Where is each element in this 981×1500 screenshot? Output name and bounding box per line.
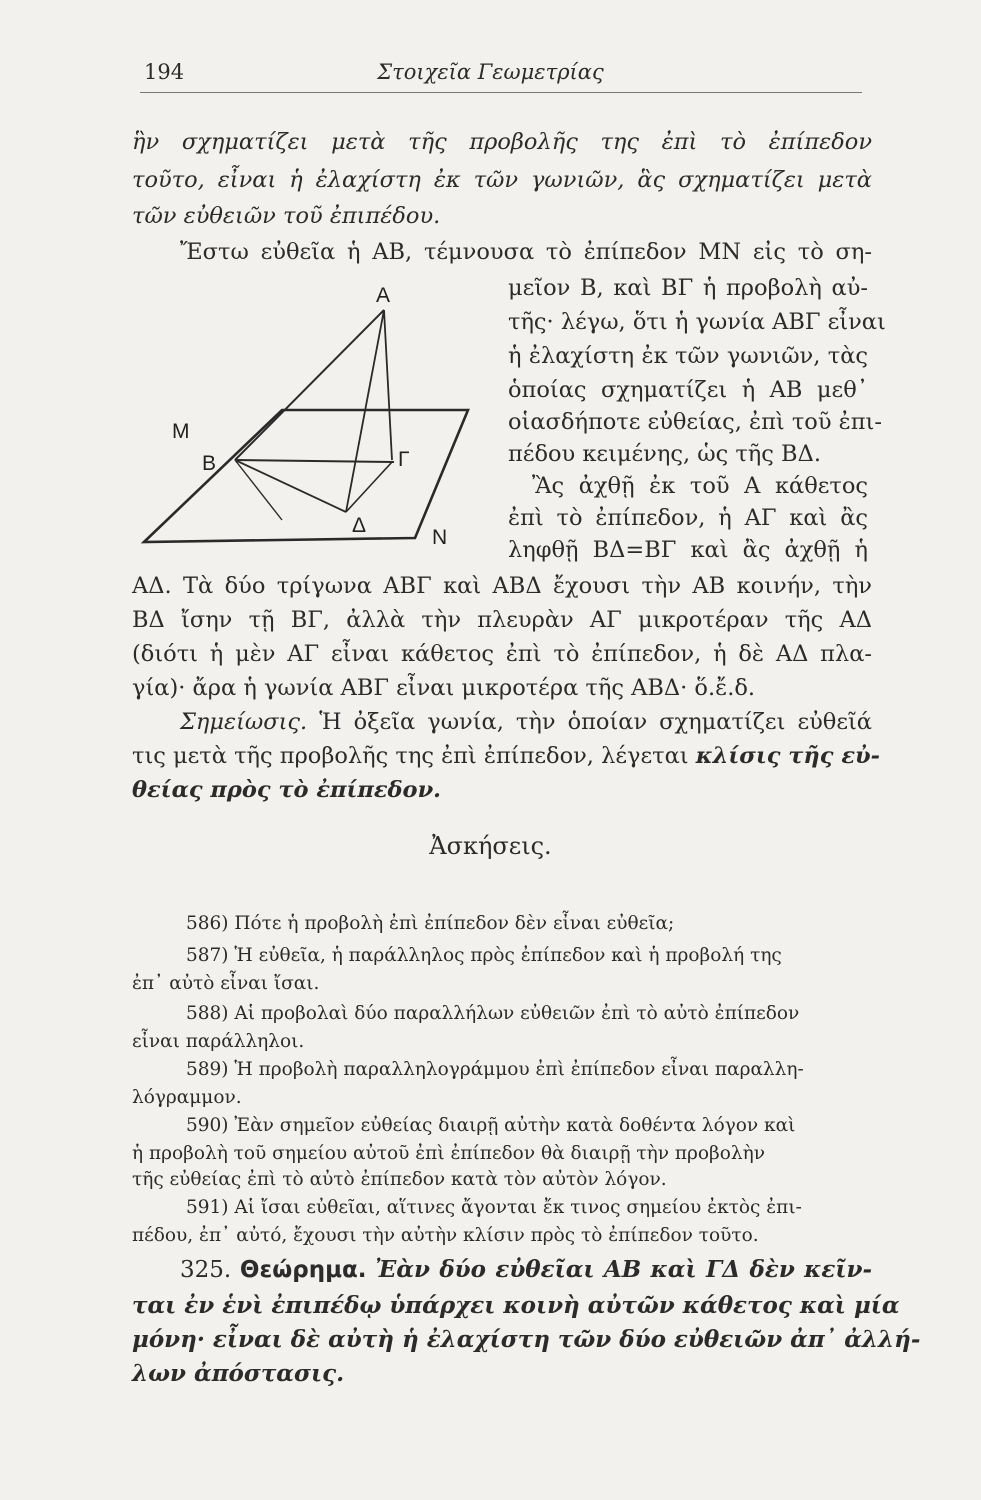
proof-line: Ἂς ἀχθῇ ἐκ τοῦ Α κάθετος [532,473,868,499]
proof-line: μεῖον Β, καὶ ΒΓ ἡ προβολὴ αὐ- [508,275,868,301]
exercise-line: 587) Ἡ εὐθεῖα, ἡ παράλληλος πρὸς ἐπίπεδον καὶ ἡ προβολή της [186,945,782,966]
proof-line: ληφθῇ ΒΔ=ΒΓ καὶ ἂς ἀχθῇ ἡ [508,537,868,563]
note-term: κλίσις τῆς εὐ- [695,743,880,769]
exercise-line: ἡ προβολὴ τοῦ σημείου αὐτοῦ ἐπὶ ἐπίπεδον θὰ διαιρῇ τὴν προβολὴν [132,1143,765,1164]
note-text: Ἡ ὀξεῖα γωνία, τὴν ὁποίαν σχηματίζει εὐθεῖά [319,709,872,735]
proof-line: ὁποίας σχηματίζει ἡ ΑΒ μεθ᾽ [508,377,868,403]
label-n: N [432,526,448,549]
exercise-line: 591) Αἱ ἴσαι εὐθεῖαι, αἵτινες ἄγονται ἔκ τινος σημείου ἐκτὸς ἐπι- [186,1197,802,1218]
theorem-text: Ἐὰν δύο εὐθεῖαι ΑΒ καὶ ΓΔ δὲν κεῖν- [375,1256,873,1283]
theorem-line: μόνη· εἶναι δὲ αὐτὴ ἡ ἐλαχίστη τῶν δύο εὐθειῶν ἀπ᾽ ἀλλή- [132,1326,921,1353]
theorem-line: ται ἐν ἑνὶ ἐπιπέδῳ ὑπάρχει κοινὴ αὐτῶν κάθετος καὶ μία [132,1292,900,1319]
header-rule [140,92,862,93]
exercise-line: εἶναι παράλληλοι. [132,1031,305,1052]
theorem-number: 325. [180,1257,232,1283]
note-line [132,740,880,772]
intro-line: ἣν σχηματίζει μετὰ τῆς προβολῆς της ἐπὶ τὸ ἐπίπεδον [132,129,872,155]
proof-line: γία)· ἄρα ἡ γωνία ΑΒΓ εἶναι μικροτέρα τῆς ΑΒΔ· ὅ.ἔ.δ. [132,675,756,701]
segment-bg [235,460,394,462]
proof-line: (διότι ἡ μὲν ΑΓ εἶναι κάθετος ἐπὶ τὸ ἐπίπεδον, ἡ δὲ ΑΔ πλα- [132,641,872,667]
label-b: B [202,452,217,475]
plane-mn [144,410,468,542]
exercise-line: 586) Πότε ἡ προβολὴ ἐπὶ ἐπίπεδον δὲν εἶναι εὐθεῖα; [186,913,675,934]
proof-line: ἐπὶ τὸ ἐπίπεδον, ἡ ΑΓ καὶ ἂς [508,505,868,531]
label-a: A [376,284,391,307]
label-d: Δ [352,514,367,537]
theorem-line: λων ἀπόστασις. [132,1360,345,1387]
proof-line: ΒΔ ἴσην τῇ ΒΓ, ἀλλὰ τὴν πλευρὰν ΑΓ μικροτέραν τῆς ΑΔ [132,607,872,633]
segment-gd [346,462,392,512]
exercise-line: 588) Αἱ προβολαὶ δύο παραλλήλων εὐθειῶν ἐπὶ τὸ αὐτὸ ἐπίπεδον [186,1003,800,1024]
proof-line: ΑΔ. Τὰ δύο τρίγωνα ΑΒΓ καὶ ΑΒΔ ἔχουσι τὴν ΑΒ κοινήν, τὴν [132,573,872,599]
label-m: M [172,420,190,443]
proof-line: οἱασδήποτε εὐθείας, ἐπὶ τοῦ ἐπι- [508,409,882,435]
theorem-label: Θεώρημα. [239,1257,367,1283]
page-number: 194 [144,60,185,84]
segment-bd [235,460,346,512]
projection-diagram [132,280,502,555]
segment-extension [235,460,282,520]
note-text: τις μετὰ τῆς προβολῆς της ἐπὶ ἐπίπεδον, λέγεται [132,743,689,769]
exercise-line: τῆς εὐθείας ἐπὶ τὸ αὐτὸ ἐπίπεδον κατὰ τὸν αὐτὸν λόγον. [132,1169,667,1190]
exercises-heading: Ἀσκήσεις. [429,832,552,860]
note-line [180,706,872,738]
intro-line: τοῦτο, εἶναι ἡ ἐλαχίστη ἐκ τῶν γωνιῶν, ἃς σχηματίζει μετὰ [132,167,872,193]
exercise-line: λόγραμμον. [132,1087,242,1108]
theorem-line [180,1254,872,1286]
exercise-line: πέδου, ἐπ᾽ αὐτό, ἔχουσι τὴν αὐτὴν κλίσιν πρὸς τὸ ἐπίπεδον τοῦτο. [132,1225,759,1246]
segment-ab [235,310,384,460]
segment-ag [384,310,392,460]
label-g: Γ [398,448,410,471]
exercise-line: ἐπ᾽ αὐτὸ εἶναι ἴσαι. [132,973,320,994]
figure [132,280,502,555]
proof-line: Ἔστω εὐθεῖα ἡ ΑΒ, τέμνουσα τὸ ἐπίπεδον ΜΝ εἰς τὸ ση- [180,239,872,265]
proof-line: ἡ ἐλαχίστη ἐκ τῶν γωνιῶν, τὰς [508,343,868,369]
proof-line: πέδου κειμένης, ὡς τῆς ΒΔ. [508,441,821,467]
intro-line: τῶν εὐθειῶν τοῦ ἐπιπέδου. [132,203,441,229]
note-label: Σημείωσις. [180,709,308,735]
note-line: θείας πρὸς τὸ ἐπίπεδον. [132,777,442,803]
proof-line: τῆς· λέγω, ὅτι ἡ γωνία ΑΒΓ εἶναι [508,309,886,335]
exercise-line: 590) Ἐὰν σημεῖον εὐθείας διαιρῇ αὐτὴν κατὰ δοθέντα λόγον καὶ [186,1115,796,1136]
running-head: Στοιχεῖα Γεωμετρίας [377,60,604,84]
exercise-line: 589) Ἡ προβολὴ παραλληλογράμμου ἐπὶ ἐπίπεδον εἶναι παραλλη- [186,1059,804,1080]
